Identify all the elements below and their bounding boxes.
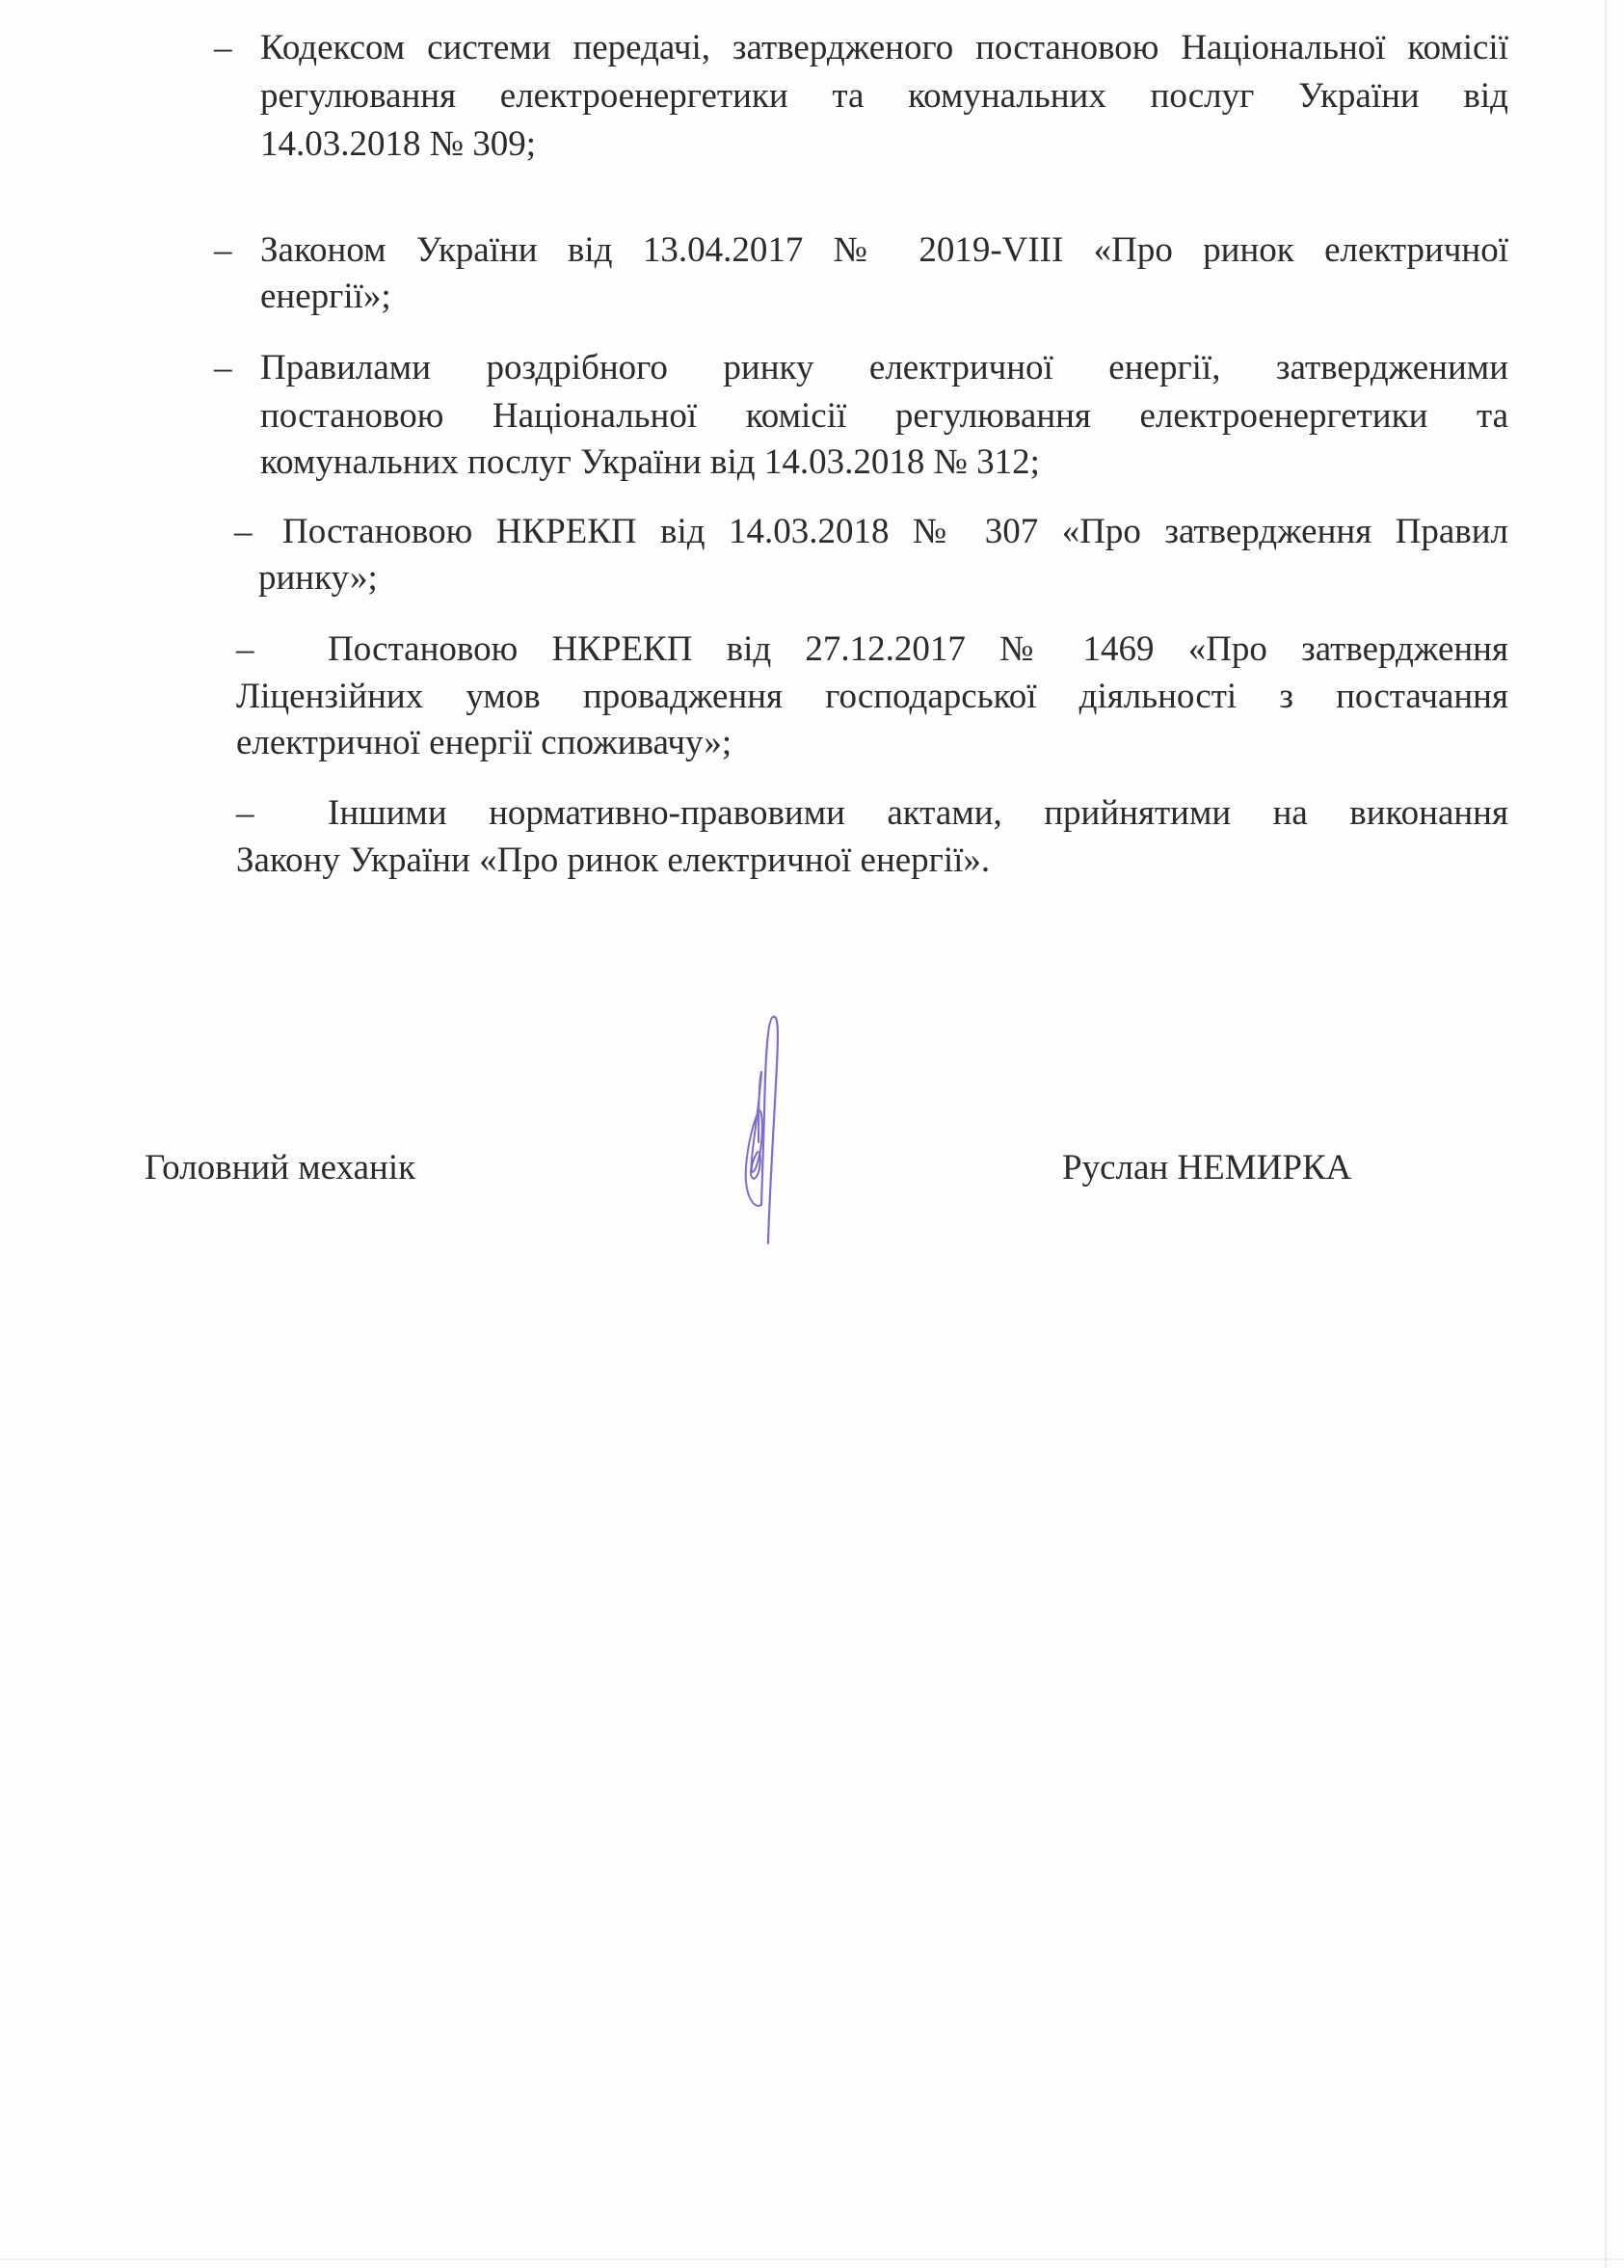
list-dash: – [214,28,232,67]
list-item-line: 14.03.2018 № 309; [260,124,537,164]
list-item-line: комунальних послуг України від 14.03.2018 № 312; [260,442,1040,482]
list-item-line: Правилами роздрібного ринку електричної енергії, затвердженими [260,348,1508,387]
list-dash: – [214,230,232,270]
scan-edge-bottom [0,2258,1624,2260]
list-dash: – [236,629,254,669]
list-item-line: Постановою НКРЕКП від 27.12.2017 № 1469 «Про затвердження [328,629,1508,669]
list-item-line: Іншими нормативно-правовими актами, прийнятими на виконання [328,793,1508,833]
list-dash: – [214,348,232,387]
scan-edge-right [1605,0,1607,2268]
list-item-line: Ліцензійних умов провадження господарської діяльності з постачання [236,677,1508,716]
list-item-line: Постановою НКРЕКП від 14.03.2018 № 307 «Про затвердження Правил [282,512,1508,551]
list-dash: – [234,512,253,551]
list-item-line: Кодексом системи передачі, затвердженого постановою Національної комісії [260,28,1508,67]
list-item-line: ринку»; [258,558,378,598]
list-item-line: Законом України від 13.04.2017 № 2019-VIII «Про ринок електричної [260,230,1508,270]
signatory-name: Руслан НЕМИРКА [1062,1148,1352,1187]
list-item-line: електричної енергії споживачу»; [236,723,732,762]
list-item-line: регулювання електроенергетики та комунальних послуг України від [260,76,1508,116]
list-item-line: Закону України «Про ринок електричної енергії». [236,840,991,880]
list-item-line: постановою Національної комісії регулювання електроенергетики та [260,396,1508,436]
handwritten-signature [732,1007,810,1248]
list-item-line: енергії»; [260,277,391,316]
list-dash: – [236,793,254,833]
signatory-position: Головний механік [145,1148,416,1187]
